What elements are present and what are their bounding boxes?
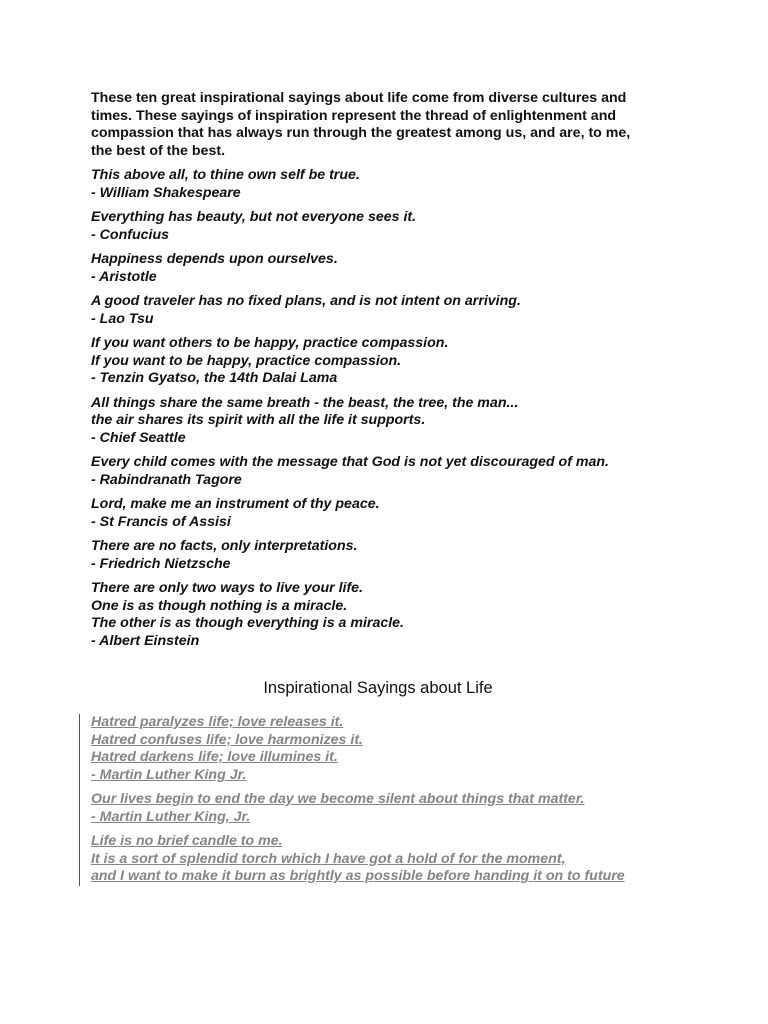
linked-quote-text[interactable]: It is a sort of splendid torch which I have got a hold of for the moment,	[91, 850, 566, 867]
quote-tagore	[91, 454, 691, 489]
linked-quote-text[interactable]: Hatred confuses life; love harmonizes it.	[91, 731, 363, 748]
quote-text: the air shares its spirit with all the life it supports.	[91, 412, 426, 428]
linked-quote-line	[91, 749, 691, 767]
linked-quotes-section	[91, 714, 691, 893]
quote-text: All things share the same breath - the beast, the tree, the man...	[91, 394, 519, 411]
quote-lao-tsu	[91, 293, 691, 328]
quote-nietzsche	[91, 538, 691, 573]
intro-line: the best of the best.	[91, 142, 226, 159]
quote-text: Lord, make me an instrument of thy peace.	[91, 496, 380, 512]
section-heading: Inspirational Sayings about Life	[263, 679, 493, 697]
linked-quote-author[interactable]: - Martin Luther King, Jr.	[91, 808, 251, 825]
quote-text: Everything has beauty, but not everyone sees it.	[91, 209, 417, 225]
quote-author: - St Francis of Assisi	[91, 513, 231, 530]
intro-line: times. These sayings of inspiration represent the thread of enlightenment and	[91, 107, 617, 124]
quote-text: If you want to be happy, practice compassion.	[91, 352, 402, 369]
quote-author: - William Shakespeare	[91, 184, 241, 201]
linked-quote-text[interactable]: Hatred paralyzes life; love releases it.	[91, 714, 344, 730]
quote-text: There are only two ways to live your life.	[91, 580, 364, 596]
linked-quote-line	[91, 791, 691, 809]
linked-quote-text[interactable]: Our lives begin to end the day we become silent about things that matter.	[91, 791, 585, 807]
quote-text: One is as though nothing is a miracle.	[91, 597, 348, 614]
quote-dalai-lama	[91, 335, 691, 388]
quote-chief-seattle	[91, 395, 691, 448]
linked-quote-mlk-silent[interactable]	[91, 791, 691, 826]
linked-quote-text[interactable]: Life is no brief candle to me.	[91, 833, 283, 849]
quote-text: Happiness depends upon ourselves.	[91, 251, 338, 267]
linked-quote-line	[91, 868, 691, 886]
quote-author: - Aristotle	[91, 268, 157, 285]
quote-einstein	[91, 580, 691, 650]
quote-author: - Lao Tsu	[91, 310, 154, 327]
quote-aristotle	[91, 251, 691, 286]
quote-author: - Rabindranath Tagore	[91, 471, 242, 488]
linked-quote-text[interactable]: and I want to make it burn as brightly as possible before handing it on to future	[91, 868, 625, 884]
linked-quote-line	[91, 851, 691, 869]
linked-quote-mlk-hatred[interactable]	[91, 714, 691, 784]
quote-confucius	[91, 209, 691, 244]
quote-author: - Tenzin Gyatso, the 14th Dalai Lama	[91, 370, 338, 386]
intro-line: These ten great inspirational sayings about life come from diverse cultures and	[91, 90, 627, 106]
linked-quote-line	[91, 833, 691, 851]
intro-line: compassion that has always run through the greatest among us, and are, to me,	[91, 125, 631, 141]
quote-text: The other is as though everything is a miracle.	[91, 615, 404, 631]
quote-text: This above all, to thine own self be true.	[91, 167, 360, 183]
quote-text: A good traveler has no fixed plans, and is not intent on arriving.	[91, 293, 521, 309]
intro-paragraph	[91, 90, 691, 160]
quote-author: - Confucius	[91, 226, 170, 243]
margin-change-bar	[79, 714, 80, 886]
linked-quote-line	[91, 732, 691, 750]
document-page	[91, 90, 691, 884]
quote-author: - Friedrich Nietzsche	[91, 555, 231, 572]
linked-quote-line	[91, 809, 691, 827]
linked-quote-line	[91, 714, 691, 732]
quote-text: Every child comes with the message that God is not yet discouraged of man.	[91, 454, 609, 470]
linked-quote-line	[91, 767, 691, 785]
quote-shakespeare	[91, 167, 691, 202]
quote-text: There are no facts, only interpretations.	[91, 538, 358, 554]
linked-quote-author[interactable]: - Martin Luther King Jr.	[91, 766, 247, 783]
quote-text: If you want others to be happy, practice compassion.	[91, 335, 449, 351]
linked-quote-text[interactable]: Hatred darkens life; love illumines it.	[91, 749, 338, 765]
quote-author: - Chief Seattle	[91, 429, 186, 446]
linked-quote-candle[interactable]	[91, 833, 691, 886]
quote-st-francis	[91, 496, 691, 531]
quote-author: - Albert Einstein	[91, 632, 200, 649]
